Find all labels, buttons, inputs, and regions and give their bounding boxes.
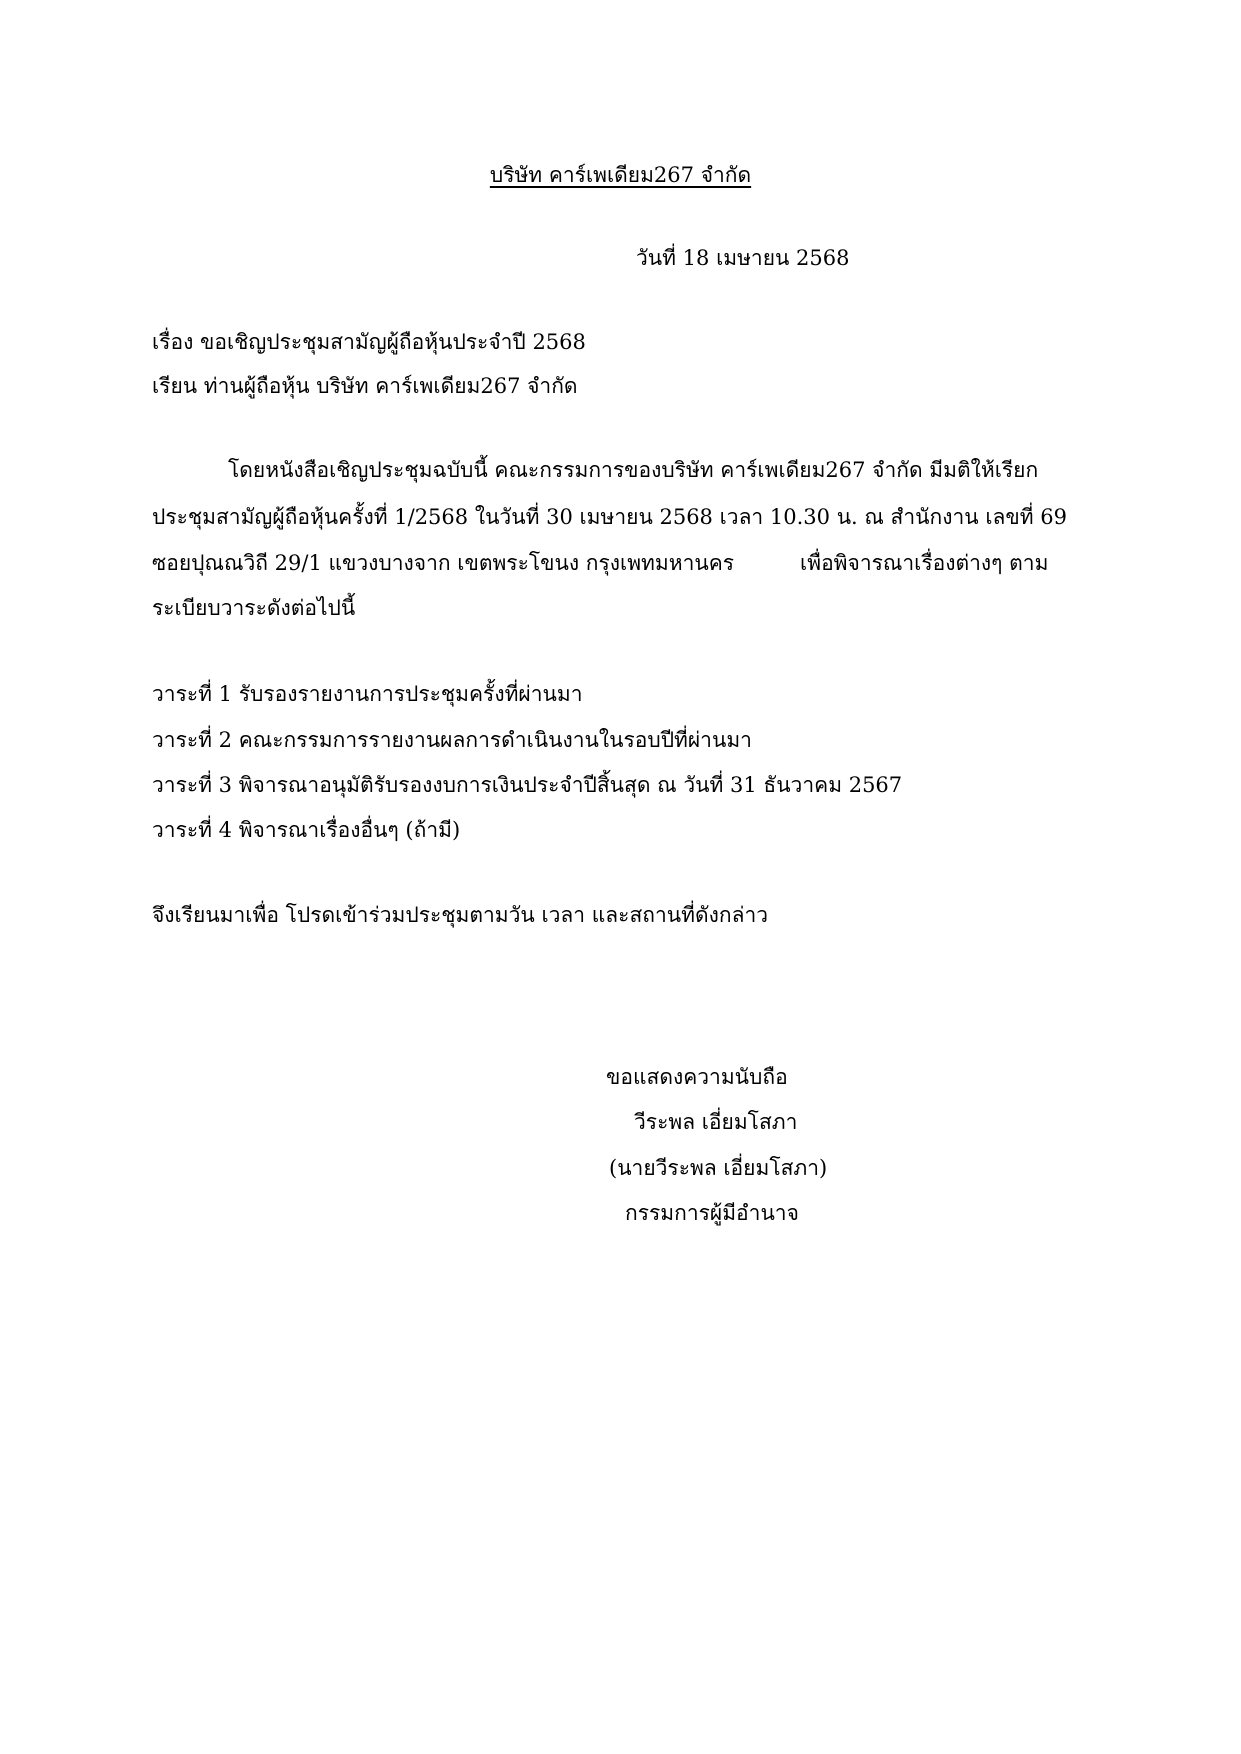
- recipient-line: เรียน ท่านผู้ถือหุ้น บริษัท คาร์เพเดียม267 จำกัด: [152, 374, 578, 398]
- agenda-item-2: วาระที่ 2 คณะกรรมการรายงานผลการดำเนินงานในรอบปีที่ผ่านมา: [152, 728, 752, 752]
- agenda-item-4: วาระที่ 4 พิจารณาเรื่องอื่นๆ (ถ้ามี): [152, 818, 461, 842]
- letter-date: วันที่ 18 เมษายน 2568: [636, 246, 850, 270]
- signature-full-name: (นายวีระพล เอี่ยมโสภา): [609, 1156, 828, 1180]
- closing-line: จึงเรียนมาเพื่อ โปรดเข้าร่วมประชุมตามวัน เวลา และสถานที่ดังกล่าว: [152, 903, 769, 927]
- body-line-3-address: ซอยปุณณวิถี 29/1 แขวงบางจาก เขตพระโขนง กรุงเพทมหานคร: [152, 551, 735, 575]
- body-line-2: ประชุมสามัญผู้ถือหุ้นครั้งที่ 1/2568 ในวันที่ 30 เมษายน 2568 เวลา 10.30 น. ณ สำนักงาน เลขที่ 69: [152, 505, 1067, 529]
- body-line-1: โดยหนังสือเชิญประชุมฉบับนี้ คณะกรรมการของบริษัท คาร์เพเดียม267 จำกัด มีมติให้เรียก: [228, 458, 1039, 482]
- agenda-item-1: วาระที่ 1 รับรองรายงานการประชุมครั้งที่ผ่านมา: [152, 682, 583, 706]
- body-line-3-purpose: เพื่อพิจารณาเรื่องต่างๆ ตาม: [800, 551, 1049, 575]
- signature-regards: ขอแสดงความนับถือ: [606, 1065, 788, 1089]
- subject-line: เรื่อง ขอเชิญประชุมสามัญผู้ถือหุ้นประจำปี 2568: [152, 330, 586, 354]
- company-title: บริษัท คาร์เพเดียม267 จำกัด: [489, 163, 752, 187]
- signature-name: วีระพล เอี่ยมโสภา: [634, 1110, 798, 1134]
- agenda-item-3: วาระที่ 3 พิจารณาอนุมัติรับรองงบการเงินประจำปีสิ้นสุด ณ วันที่ 31 ธันวาคม 2567: [152, 773, 903, 797]
- signature-position: กรรมการผู้มีอำนาจ: [625, 1201, 799, 1225]
- body-line-3: [152, 551, 1048, 576]
- body-line-4: ระเบียบวาระดังต่อไปนี้: [152, 596, 356, 620]
